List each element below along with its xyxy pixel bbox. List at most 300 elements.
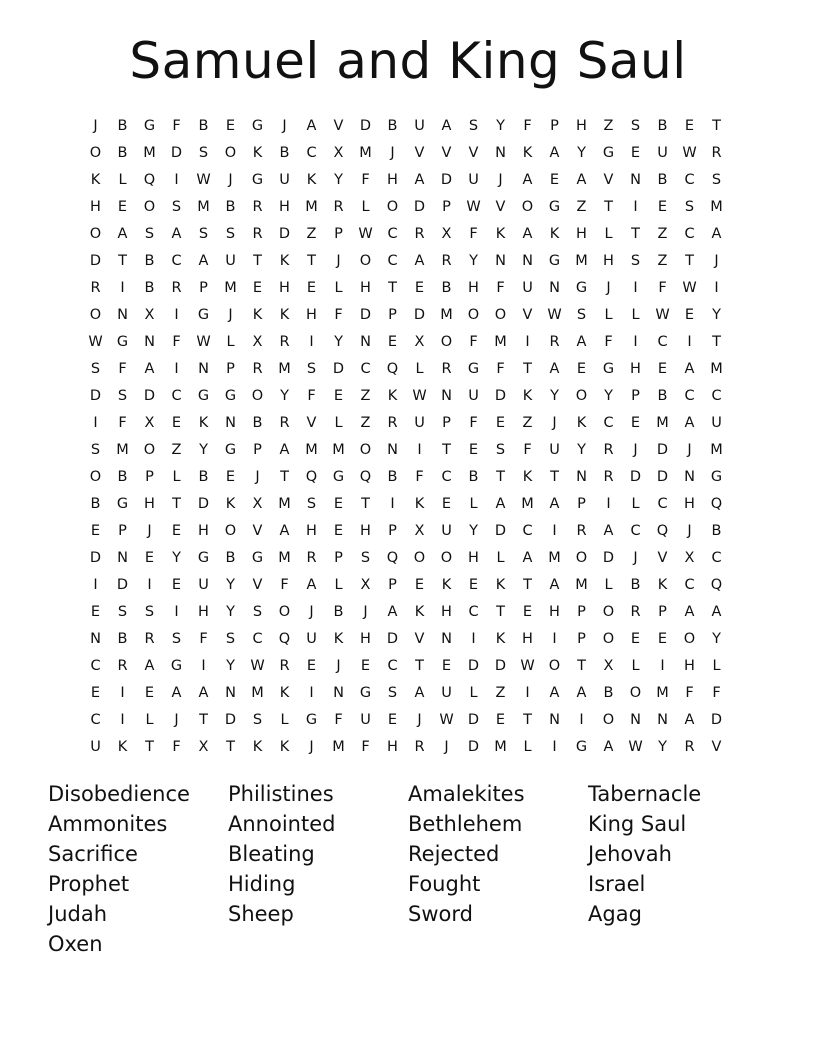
grid-letter: K [279,739,290,755]
grid-letter: N [684,469,695,485]
grid-letter: G [575,280,588,296]
grid-letter: Z [495,685,506,701]
grid-letter: U [414,415,425,431]
grid-letter: L [172,469,181,485]
grid-letter: J [633,550,638,566]
grid-letter: L [118,172,127,188]
letter-grid [82,113,732,761]
grid-letter: A [549,577,560,593]
grid-letter: A [576,172,587,188]
grid-letter: A [549,361,560,377]
grid-letter: Y [469,253,478,269]
grid-letter: B [198,118,209,134]
grid-letter: A [171,685,182,701]
grid-letter: E [225,469,236,485]
grid-letter: W [466,199,481,215]
grid-letter: P [388,523,397,539]
grid-letter: M [710,442,723,458]
grid-letter: F [172,118,181,134]
grid-letter: B [333,604,344,620]
grid-letter: E [495,712,506,728]
grid-letter: P [550,118,559,134]
grid-letter: H [522,631,533,647]
grid-letter: N [576,469,587,485]
grid-row [82,518,732,545]
grid-letter: V [522,307,533,323]
grid-letter: E [171,577,182,593]
grid-row [82,275,732,302]
grid-letter: S [225,226,236,242]
grid-letter: G [602,361,615,377]
grid-letter: Z [360,388,371,404]
grid-letter: H [630,361,641,377]
grid-letter: V [603,172,614,188]
grid-letter: A [576,334,587,350]
grid-letter: Y [469,523,478,539]
grid-letter: F [334,712,343,728]
grid-letter: L [604,226,613,242]
grid-letter: T [496,604,505,620]
grid-letter: D [656,469,669,485]
grid-letter: I [174,307,179,323]
grid-letter: B [657,118,668,134]
grid-letter: W [88,334,103,350]
grid-letter: Y [577,442,586,458]
grid-letter: Q [305,469,318,485]
grid-letter: O [386,199,399,215]
grid-letter: Y [712,307,721,323]
grid-letter: X [252,334,263,350]
grid-letter: F [280,577,289,593]
grid-letter: W [682,145,697,161]
grid-letter: S [171,631,182,647]
grid-letter: J [93,118,98,134]
grid-letter: Y [334,334,343,350]
word-list-item: King Saul [588,812,687,836]
grid-letter: E [333,388,344,404]
grid-letter: M [278,496,291,512]
grid-letter: B [252,415,263,431]
grid-letter: E [414,280,425,296]
grid-letter: U [225,253,236,269]
grid-letter: K [198,415,209,431]
grid-letter: J [147,523,152,539]
grid-letter: T [226,739,235,755]
grid-letter: Y [226,658,235,674]
grid-letter: D [629,469,642,485]
grid-letter: E [171,415,182,431]
word-list-item: Sword [408,902,473,926]
grid-letter: C [468,604,479,620]
grid-letter: O [494,307,507,323]
grid-letter: Y [226,604,235,620]
grid-letter: I [525,334,530,350]
grid-letter: F [604,334,613,350]
grid-letter: J [309,604,314,620]
grid-letter: C [171,388,182,404]
grid-letter: M [332,442,345,458]
grid-letter: E [306,280,317,296]
grid-letter: M [116,442,129,458]
grid-letter: W [196,334,211,350]
grid-letter: I [120,685,125,701]
grid-letter: G [359,685,372,701]
grid-letter: W [358,226,373,242]
grid-letter: E [144,550,155,566]
grid-letter: C [360,361,371,377]
grid-letter: D [413,199,426,215]
grid-letter: A [576,685,587,701]
grid-letter: X [144,307,155,323]
grid-letter: N [225,415,236,431]
grid-letter: O [89,307,102,323]
grid-letter: A [279,523,290,539]
grid-letter: E [225,118,236,134]
grid-letter: T [199,712,208,728]
grid-letter: L [469,496,478,512]
grid-letter: M [251,685,264,701]
grid-letter: M [575,577,588,593]
grid-letter: P [658,604,667,620]
grid-letter: F [307,388,316,404]
grid-letter: Z [576,199,587,215]
grid-letter: O [602,712,615,728]
grid-letter: R [279,334,290,350]
grid-letter: M [359,145,372,161]
grid-letter: N [441,631,452,647]
grid-letter: R [684,739,695,755]
grid-row [82,113,732,140]
grid-letter: C [252,631,263,647]
grid-letter: U [360,712,371,728]
grid-letter: S [90,361,101,377]
grid-letter: W [547,307,562,323]
grid-letter: P [388,307,397,323]
grid-letter: U [468,388,479,404]
grid-letter: E [684,307,695,323]
grid-letter: F [199,631,208,647]
grid-letter: C [306,145,317,161]
grid-letter: K [657,577,668,593]
grid-letter: F [523,118,532,134]
grid-row [82,221,732,248]
grid-letter: S [468,118,479,134]
grid-letter: B [117,631,128,647]
grid-letter: R [252,226,263,242]
grid-letter: D [89,253,102,269]
word-list-item: Ammonites [48,812,168,836]
grid-letter: I [174,361,179,377]
grid-row [82,356,732,383]
grid-letter: F [118,361,127,377]
grid-letter: G [305,712,318,728]
grid-letter: Y [712,631,721,647]
grid-letter: A [549,685,560,701]
grid-letter: P [388,577,397,593]
grid-letter: L [604,307,613,323]
grid-letter: R [441,253,452,269]
grid-letter: N [495,253,506,269]
grid-letter: I [525,685,530,701]
grid-letter: U [306,631,317,647]
grid-letter: N [117,307,128,323]
grid-letter: I [633,334,638,350]
grid-row [82,572,732,599]
grid-letter: T [442,442,451,458]
grid-letter: N [630,172,641,188]
grid-letter: K [414,496,425,512]
grid-letter: K [279,307,290,323]
grid-letter: V [495,199,506,215]
grid-letter: A [522,550,533,566]
grid-letter: R [306,550,317,566]
grid-letter: C [630,523,641,539]
grid-letter: O [224,145,237,161]
grid-letter: G [251,550,264,566]
grid-letter: C [387,658,398,674]
grid-letter: G [224,388,237,404]
grid-letter: L [334,415,343,431]
grid-row [82,410,732,437]
grid-letter: D [143,388,156,404]
grid-letter: H [576,118,587,134]
grid-letter: O [602,604,615,620]
grid-letter: C [684,172,695,188]
grid-letter: O [413,550,426,566]
grid-letter: E [522,604,533,620]
grid-letter: B [468,469,479,485]
grid-letter: W [520,658,535,674]
grid-letter: T [712,334,721,350]
grid-letter: J [228,307,233,323]
grid-letter: P [442,199,451,215]
grid-letter: M [332,739,345,755]
grid-letter: R [441,361,452,377]
grid-letter: M [143,145,156,161]
grid-letter: S [198,226,209,242]
word-list-item: Oxen [48,932,103,956]
grid-row [82,734,732,761]
grid-letter: B [144,253,155,269]
grid-letter: M [575,253,588,269]
grid-letter: C [387,226,398,242]
grid-letter: A [198,685,209,701]
grid-letter: B [630,577,641,593]
grid-letter: F [469,334,478,350]
grid-letter: I [633,280,638,296]
grid-letter: E [630,631,641,647]
grid-letter: Z [306,226,317,242]
grid-letter: J [687,523,692,539]
grid-letter: L [631,658,640,674]
grid-letter: S [144,226,155,242]
grid-letter: E [441,496,452,512]
grid-letter: A [414,172,425,188]
grid-letter: E [90,523,101,539]
grid-letter: T [145,739,154,755]
grid-letter: E [333,496,344,512]
grid-letter: V [333,118,344,134]
grid-letter: K [441,577,452,593]
word-list-item: Jehovah [588,842,672,866]
grid-letter: K [495,631,506,647]
grid-letter: P [118,523,127,539]
grid-letter: D [494,388,507,404]
grid-letter: A [414,253,425,269]
grid-letter: J [174,712,179,728]
grid-row [82,599,732,626]
grid-letter: E [684,118,695,134]
grid-letter: D [332,361,345,377]
grid-letter: U [90,739,101,755]
grid-letter: M [305,199,318,215]
grid-letter: G [251,118,264,134]
grid-letter: G [170,658,183,674]
grid-letter: Y [199,442,208,458]
grid-letter: F [469,415,478,431]
grid-letter: B [117,118,128,134]
grid-letter: L [334,577,343,593]
grid-letter: B [657,172,668,188]
grid-letter: E [252,280,263,296]
grid-letter: I [93,577,98,593]
grid-letter: H [441,604,452,620]
grid-letter: A [198,253,209,269]
grid-letter: M [656,685,669,701]
grid-letter: J [255,469,260,485]
grid-letter: X [414,523,425,539]
grid-letter: S [225,631,236,647]
grid-letter: M [494,739,507,755]
grid-letter: J [687,442,692,458]
grid-letter: D [602,550,615,566]
grid-letter: K [387,388,398,404]
grid-row [82,491,732,518]
grid-letter: C [657,334,668,350]
grid-letter: B [279,145,290,161]
grid-letter: J [336,658,341,674]
word-list-item: Bleating [228,842,315,866]
grid-letter: E [360,658,371,674]
grid-letter: B [117,145,128,161]
grid-letter: J [633,442,638,458]
grid-letter: N [630,712,641,728]
grid-letter: Z [657,253,668,269]
grid-letter: Y [604,388,613,404]
grid-letter: K [522,145,533,161]
grid-letter: V [414,145,425,161]
grid-letter: J [309,739,314,755]
grid-letter: H [387,172,398,188]
grid-letter: I [552,631,557,647]
grid-letter: O [602,631,615,647]
grid-letter: A [684,415,695,431]
grid-letter: E [468,442,479,458]
grid-letter: U [522,280,533,296]
grid-letter: S [90,442,101,458]
grid-letter: B [657,388,668,404]
grid-letter: O [251,388,264,404]
grid-letter: F [658,280,667,296]
grid-letter: L [712,658,721,674]
grid-letter: U [549,442,560,458]
grid-letter: B [225,550,236,566]
grid-letter: W [439,712,454,728]
grid-letter: J [282,118,287,134]
grid-letter: C [711,550,722,566]
grid-letter: R [279,658,290,674]
grid-letter: Y [496,118,505,134]
grid-letter: K [252,739,263,755]
grid-letter: K [306,172,317,188]
grid-letter: T [523,577,532,593]
grid-letter: D [197,496,210,512]
grid-letter: E [630,415,641,431]
grid-letter: Q [710,577,723,593]
grid-letter: O [467,307,480,323]
grid-letter: P [577,631,586,647]
grid-letter: F [712,685,721,701]
word-list-item: Prophet [48,872,130,896]
grid-letter: B [198,469,209,485]
grid-letter: F [172,334,181,350]
grid-letter: P [577,496,586,512]
grid-letter: M [494,334,507,350]
grid-letter: D [116,577,129,593]
grid-letter: E [414,577,425,593]
grid-letter: I [687,334,692,350]
grid-letter: P [253,442,262,458]
grid-letter: T [712,118,721,134]
grid-letter: T [361,496,370,512]
word-list-item: Agag [588,902,642,926]
grid-row [82,680,732,707]
grid-letter: O [224,523,237,539]
grid-letter: Z [522,415,533,431]
word-list-item: Sheep [228,902,294,926]
grid-letter: M [710,361,723,377]
grid-letter: F [496,361,505,377]
grid-letter: R [252,361,263,377]
grid-letter: S [117,388,128,404]
word-list-item: Israel [588,872,646,896]
grid-letter: C [522,523,533,539]
grid-letter: I [93,415,98,431]
grid-letter: I [309,685,314,701]
grid-letter: I [390,496,395,512]
grid-letter: O [89,145,102,161]
grid-row [82,437,732,464]
grid-letter: P [334,550,343,566]
grid-letter: K [333,631,344,647]
grid-letter: W [412,388,427,404]
grid-letter: H [306,523,317,539]
grid-letter: B [387,118,398,134]
grid-letter: A [144,361,155,377]
grid-letter: L [631,307,640,323]
word-list-item: Rejected [408,842,500,866]
grid-letter: T [172,496,181,512]
grid-letter: Q [386,361,399,377]
grid-letter: P [442,415,451,431]
grid-letter: Z [171,442,182,458]
grid-letter: Y [550,388,559,404]
grid-letter: I [552,739,557,755]
grid-letter: U [441,685,452,701]
grid-letter: E [630,145,641,161]
word-list-item: Tabernacle [588,782,702,806]
grid-letter: G [467,361,480,377]
